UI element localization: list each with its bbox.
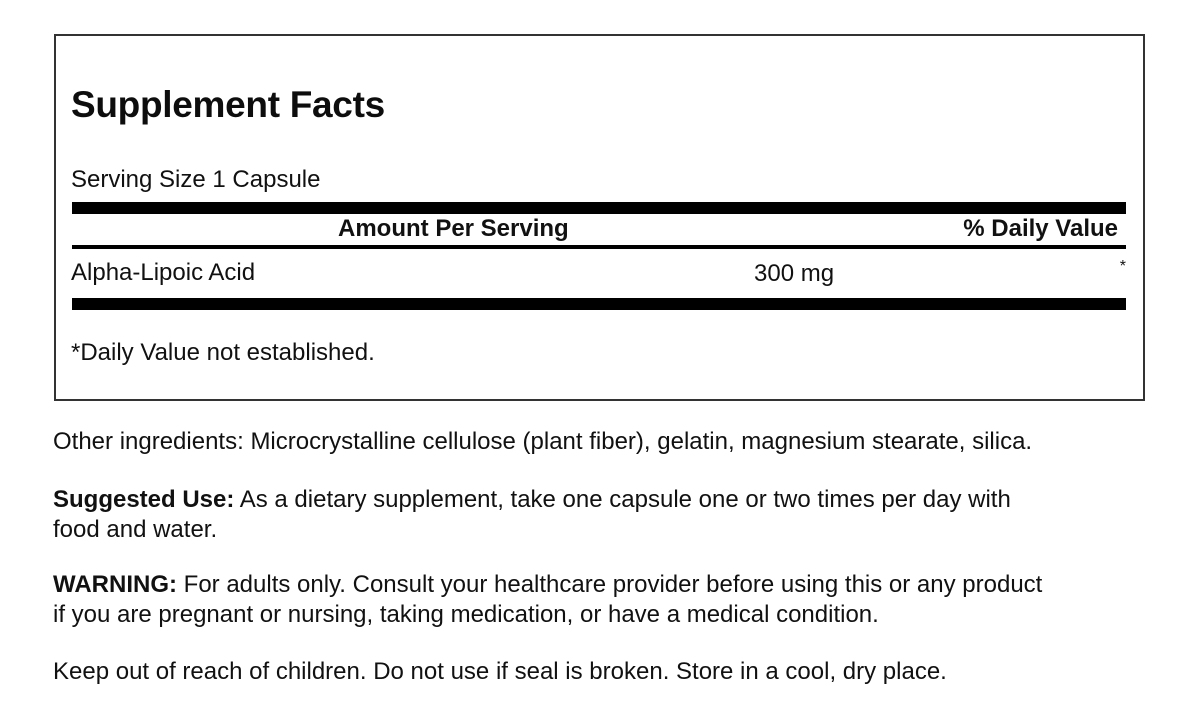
ingredient-amount: 300 mg xyxy=(754,260,835,287)
facts-title: Supplement Facts xyxy=(71,84,385,125)
suggested-use xyxy=(53,485,1163,545)
warning xyxy=(53,570,1163,630)
suggested-use-line-2: food and water. xyxy=(53,516,218,543)
ingredient-daily-value: * xyxy=(1119,258,1126,275)
divider-thick-top xyxy=(72,202,1126,214)
other-ingredients xyxy=(53,427,1163,457)
warning-line-2: if you are pregnant or nursing, taking medication, or have a medical condition. xyxy=(53,601,879,628)
warning-label: WARNING: xyxy=(53,571,177,598)
ingredient-name: Alpha-Lipoic Acid xyxy=(71,259,256,286)
suggested-use-label: Suggested Use: xyxy=(53,486,235,513)
divider-thin xyxy=(72,245,1126,249)
suggested-use-text-1: As a dietary supplement, take one capsule one or two times per day with xyxy=(234,486,1011,513)
warning-line-1 xyxy=(53,570,1163,600)
other-ingredients-text: Other ingredients: Microcrystalline cellulose (plant fiber), gelatin, magnesium stearate, silica. xyxy=(53,428,1033,455)
serving-size: Serving Size 1 Capsule xyxy=(71,166,321,193)
storage-text: Keep out of reach of children. Do not use if seal is broken. Store in a cool, dry place. xyxy=(53,658,947,685)
storage-instructions xyxy=(53,657,1163,687)
divider-thick-bottom xyxy=(72,298,1126,310)
header-daily-value: % Daily Value xyxy=(963,215,1118,242)
header-amount-per-serving: Amount Per Serving xyxy=(338,215,569,242)
warning-text-1: For adults only. Consult your healthcare provider before using this or any product xyxy=(176,571,1043,598)
daily-value-footnote: *Daily Value not established. xyxy=(71,339,375,366)
suggested-use-line-1 xyxy=(53,485,1163,515)
